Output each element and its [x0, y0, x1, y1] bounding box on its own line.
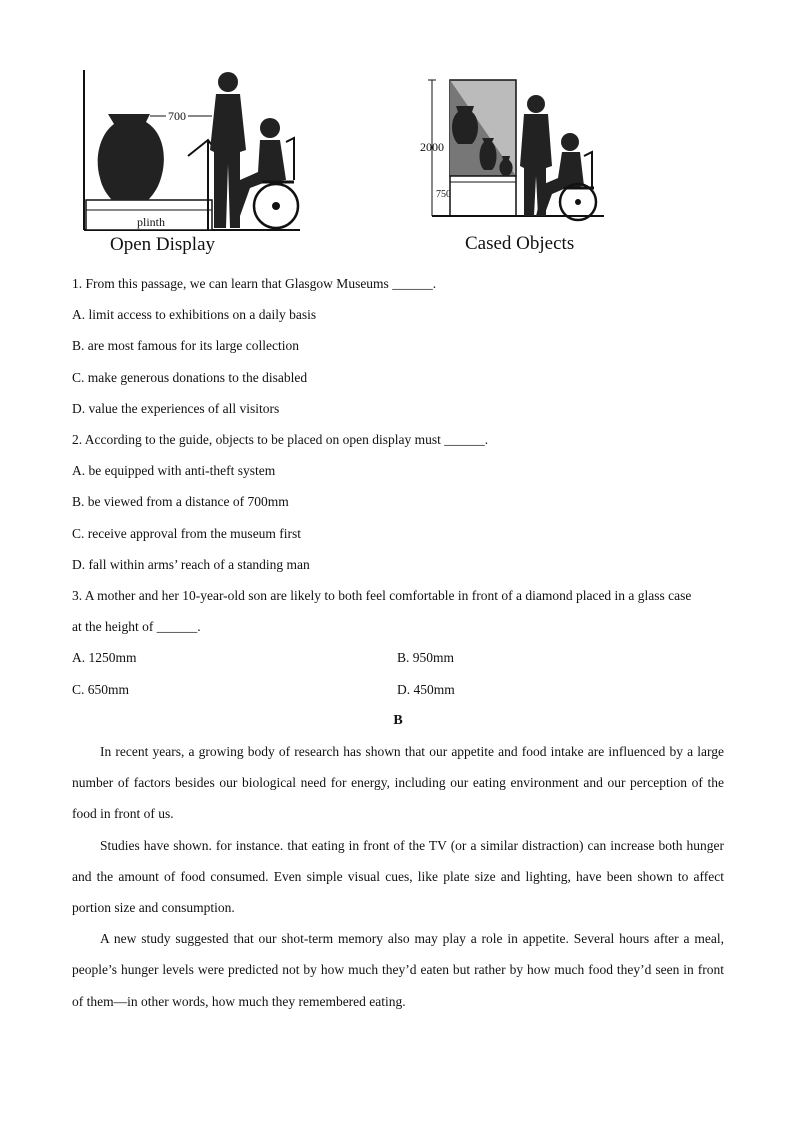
- question-3-option-d: D. 450mm: [397, 681, 455, 697]
- question-1-stem: 1. From this passage, we can learn that Glasgow Museums ______.: [72, 276, 437, 291]
- open-display-illustration: [80, 68, 310, 258]
- question-1-option-d: D. value the experiences of all visitors: [72, 400, 280, 416]
- question-3-option-c: C. 650mm: [72, 681, 130, 697]
- plinth-label: plinth: [137, 215, 166, 229]
- question-2-option-d: D. fall within arms’ reach of a standing man: [72, 556, 310, 572]
- question-3-options-row-2: [72, 674, 724, 705]
- question-2-option-a: A. be equipped with anti-theft system: [72, 463, 276, 479]
- cased-750-label: 750: [436, 189, 451, 200]
- question-3-options-row-1: [72, 642, 724, 673]
- cased-objects-illustration: [418, 76, 608, 258]
- question-2-option-c: C. receive approval from the museum first: [72, 525, 302, 541]
- section-b-paragraph-3: A new study suggested that our shot-term memory also may play a role in appetite. Several hours after a meal, people’s hunger levels were predicted not by how much they’d eaten but rather by how much food they’d seen in front of them—in other words, how much they remembered eating.: [72, 931, 724, 1009]
- open-display-caption: Open Display: [110, 234, 216, 255]
- question-1-option-b: B. are most famous for its large collection: [72, 338, 299, 354]
- question-1-option-c: C. make generous donations to the disabled: [72, 369, 308, 385]
- question-2-option-b: B. be viewed from a distance of 700mm: [72, 494, 289, 510]
- question-3-option-a: A. 1250mm: [72, 650, 137, 666]
- section-b-paragraph-1: In recent years, a growing body of research has shown that our appetite and food intake are influenced by a large number of factors besides our biological need for energy, including our eating environment and our perception of the food in front of us.: [72, 744, 724, 822]
- document-body: [72, 268, 724, 1017]
- question-2-stem: 2. According to the guide, objects to be placed on open display must ______.: [72, 432, 489, 448]
- question-3-stem-line1: 3. A mother and her 10-year-old son are likely to both feel comfortable in front of a diamond placed in a glass case: [72, 588, 692, 604]
- open-display-700-label: 700: [168, 109, 186, 123]
- question-1-option-a: A. limit access to exhibitions on a daily basis: [72, 307, 317, 323]
- question-3-stem-line2: at the height of ______.: [72, 619, 201, 635]
- cased-2000-label: 2000: [420, 140, 444, 154]
- question-3-option-b: B. 950mm: [397, 650, 455, 666]
- cased-objects-caption: Cased Objects: [465, 233, 575, 254]
- section-b-paragraph-2: Studies have shown. for instance. that eating in front of the TV (or a similar distraction) can increase both hunger and the amount of food consumed. Even simple visual cues, like plate size and lighting, have been shown to affect portion size and consumption.: [72, 837, 724, 916]
- section-b-heading: B: [393, 712, 403, 728]
